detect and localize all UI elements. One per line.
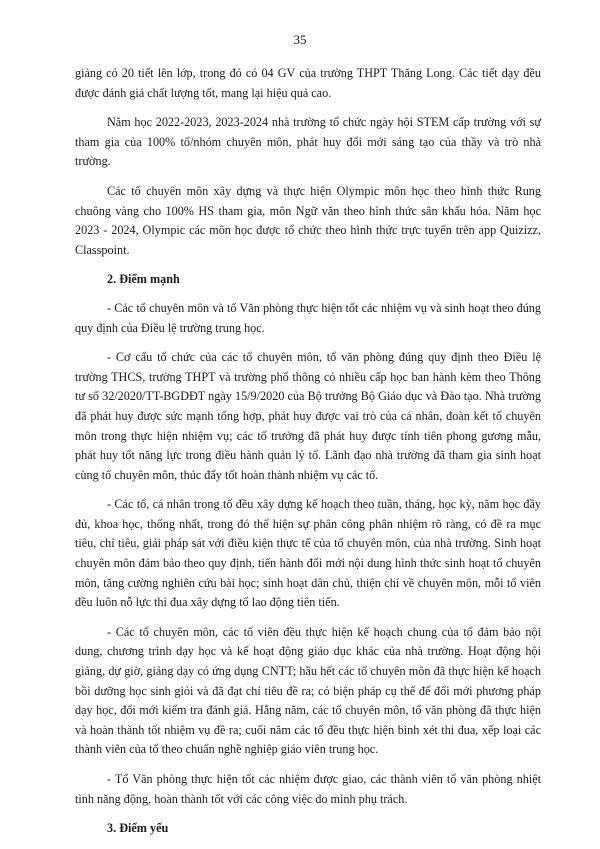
section-heading-weaknesses: 3. Điểm yếu — [107, 821, 169, 836]
paragraph-1: giảng có 20 tiết lên lớp, trong đó có 04 GV của trường THPT Thăng Long. Các tiết dạy đều được đánh giá chất lượng tốt, mang lại hiệu quả cao. — [75, 66, 541, 100]
paragraph-strength-3: - Các tổ, cá nhân trong tổ đều xây dựng kế hoạch theo tuần, tháng, học kỳ, năm học đầy đủ, khoa học, thống nhất, trong đó thể hiện sự phân công phân nhiệm rõ ràng, có đề ra mục tiêu, chỉ tiêu, giải pháp sát với điều kiện thực tế của tổ chuyên môn, của nhà trường. Sinh hoạt chuyên môn đảm bảo theo quy định, tiến hành đổi mới nội dung hình thức sinh hoạt tổ chuyên môn, tăng cường nghiên cứu bài học; sinh hoạt dân chủ, thiện chí về chuyên môn, mỗi tổ viên đều luôn nỗ lực thi đua xây dựng tổ lao động tiên tiến. — [75, 497, 541, 610]
document-body — [75, 64, 541, 848]
paragraph-strength-4: - Các tổ chuyên môn, các tổ viên đều thực hiện kế hoạch chung của tổ đảm bảo nội dung, chương trình dạy học và kế hoạt động giáo dục khác của nhà trường. Hoạt động hội giảng, dự giờ, giảng dạy có ứng dụng CNTT; hầu hết các tổ chuyên môn đã thực hiện kế hoạch bồi dưỡng học sinh giỏi và đã đạt chỉ tiêu đề ra; có biện pháp cụ thể để đổi mới phương pháp dạy học, đổi mới kiểm tra đánh giá. Hằng năm, các tổ chuyên môn, tổ văn phòng đã thực hiện và hoàn thành tốt nhiệm vụ đề ra; cuối năm các tổ đều thực hiện bình xét thi đua, xếp loại các thành viên của tổ theo chuẩn nghề nghiệp giáo viên trung học. — [75, 624, 541, 757]
paragraph-stem-day: Năm học 2022-2023, 2023-2024 nhà trường tổ chức ngày hội STEM cấp trường với sự tham gia của 100% tổ/nhóm chuyên môn, phát huy đổi mới sáng tạo của thầy và trò nhà trường. — [75, 115, 541, 169]
page-number: 35 — [293, 32, 307, 47]
section-heading-strengths: 2. Điểm mạnh — [107, 272, 180, 287]
paragraph-strength-2: - Cơ cấu tổ chức của các tổ chuyên môn, tổ văn phòng đúng quy định theo Điều lệ trường THCS, trường THPT và trường phổ thông có nhiều cấp học ban hành kèm theo Thông tư số 32/2020/TT-BGDĐT ngày 15/9/2020 của Bộ trưởng Bộ Giáo dục và Đào tạo. Nhà trường đã phát huy được sức mạnh tổng hợp, phát huy được vai trò của cá nhân, đoàn kết tổ chuyên môn trong thực hiện nhiệm vụ; các tổ trưởng đã phát huy được tính tiên phong gương mẫu, phát huy tốt năng lực trong điều hành quản lý tổ. Lãnh đạo nhà trường đã tham gia sinh hoạt cùng tổ chuyên môn, thúc đẩy tốt hoàn thành nhiệm vụ các tổ. — [75, 350, 541, 482]
paragraph-strength-1: - Các tổ chuyên môn và tổ Văn phòng thực hiện tốt các nhiệm vụ và sinh hoạt theo đúng quy định của Điều lệ trường trung học. — [75, 300, 541, 335]
paragraph-olympic: Các tổ chuyên môn xây dựng và thực hiện Olympic môn học theo hình thức Rung chuông vàng cho 100% HS tham gia, môn Ngữ văn theo hình thức sân khấu hóa. Năm học 2023 - 2024, Olympic các môn học được tổ chức theo hình thức trực tuyến trên app Quizizz, Classpoint. — [75, 183, 541, 257]
paragraph-strength-5: - Tổ Văn phòng thực hiện tốt các nhiệm được giao, các thành viên tổ văn phòng nhiệt tình năng động, hoàn thành tốt với các công việc do mình phụ trách. — [75, 772, 541, 806]
